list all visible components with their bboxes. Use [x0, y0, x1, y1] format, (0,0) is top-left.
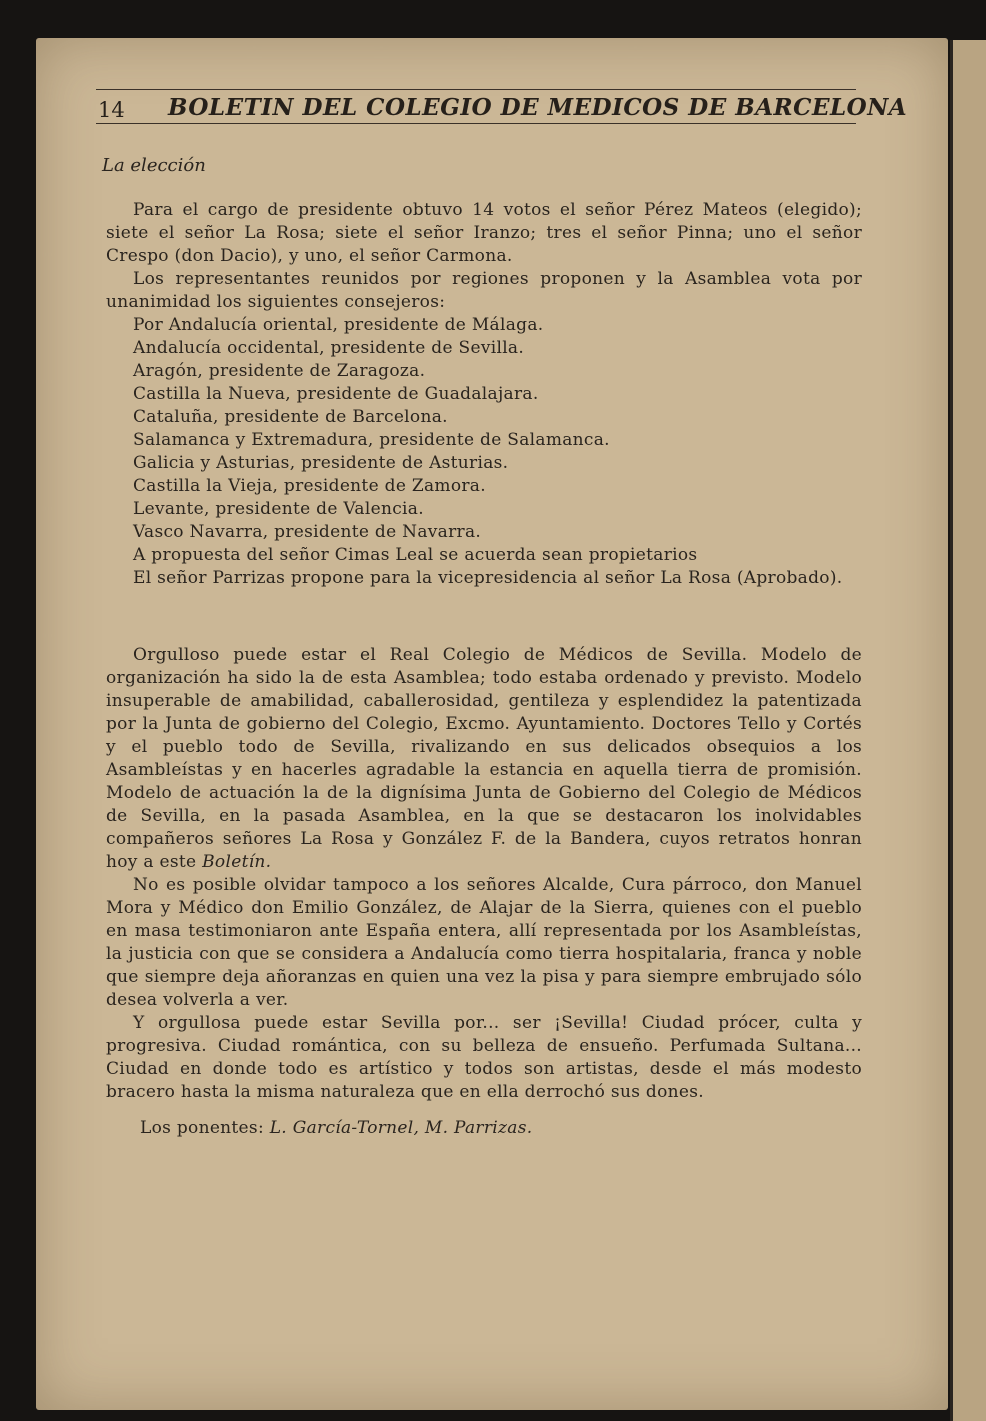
adjacent-page-edge — [950, 40, 986, 1421]
running-header-title: BOLETIN DEL COLEGIO DE MEDICOS DE BARCELONA — [168, 94, 908, 121]
vice-presidency-paragraph: El señor Parrizas propone para la vicepresidencia al señor La Rosa (Aprobado). — [133, 568, 843, 588]
seville-praise-text: Orgulloso puede estar el Real Colegio de Médicos de Sevilla. Modelo de organización ha sido la de esta Asamblea; todo estaba ordenado y previsto. Modelo insuperable de amabilidad, caballerosidad, gentileza y esplendidez la patentizada por la Junta de gobierno del Colegio, Excmo. Ayuntamiento. Doctores Tello y Cortés y el pueblo todo de Sevilla, rivalizando en sus delicados obsequios a los Asambleístas y en hacerles agradable la estancia en aquella tierra de promisión. Modelo de actuación la de la dignísima Junta de Gobierno del Colegio de Médicos de Sevilla, en la pasada Asamblea, en la que se destacaron los inolvidables compañeros señores La Rosa y González F. de la Bandera, cuyos retratos honran hoy a este — [106, 645, 862, 872]
signature-names: L. García-Tornel, M. Parrizas. — [269, 1118, 533, 1138]
section-title: La elección — [102, 155, 206, 176]
councillor-item: Castilla la Vieja, presidente de Zamora. — [133, 476, 486, 496]
commentary-block — [106, 644, 862, 1104]
alajar-paragraph: No es posible olvidar tampoco a los señores Alcalde, Cura párroco, don Manuel Mora y Médico don Emilio González, de Alajar de la Sierra, quienes con el pueblo en masa testimoniaron ante España entera, allí representada por los Asambleístas, la justicia con que se considera a Andalucía como tierra hospitalaria, franca y noble que siempre deja añoranzas en quien una vez la pisa y para siempre embrujado sólo desea volverla a ver. — [106, 875, 862, 1010]
page-number: 14 — [98, 98, 125, 122]
regional-representatives-paragraph: Los representantes reunidos por regiones proponen y la Asamblea vota por unanimidad los siguientes consejeros: — [106, 269, 862, 312]
header-rule-top — [96, 89, 856, 90]
councillor-item: Aragón, presidente de Zaragoza. — [133, 361, 426, 381]
councillor-item: Galicia y Asturias, presidente de Asturias. — [133, 453, 509, 473]
councillor-item: A propuesta del señor Cimas Leal se acuerda sean propietarios — [133, 545, 698, 565]
boletin-italic: Boletín. — [202, 852, 272, 872]
election-votes-paragraph: Para el cargo de presidente obtuvo 14 votos el señor Pérez Mateos (elegido); siete el señor La Rosa; siete el señor Iranzo; tres el señor Pinna; uno el señor Crespo (don Dacio), y uno, el señor Carmona. — [106, 200, 862, 266]
councillor-item: Cataluña, presidente de Barcelona. — [133, 407, 448, 427]
councillor-item: Levante, presidente de Valencia. — [133, 499, 424, 519]
councillor-item: Andalucía occidental, presidente de Sevilla. — [133, 338, 525, 358]
councillor-item: Salamanca y Extremadura, presidente de Salamanca. — [133, 430, 610, 450]
councillor-item: Vasco Navarra, presidente de Navarra. — [133, 522, 482, 542]
seville-praise-paragraph — [106, 644, 862, 874]
sevilla-closing-paragraph: Y orgullosa puede estar Sevilla por... ser ¡Sevilla! Ciudad prócer, culta y progresiva. Ciudad romántica, con su belleza de ensueño. Perfumada Sultana... Ciudad en donde todo es artístico y todos son artistas, desde el más modesto bracero hasta la misma naturaleza que en ella derrochó sus dones. — [106, 1013, 862, 1102]
election-results-block — [106, 199, 862, 590]
signature-line — [140, 1118, 532, 1138]
signature-label: Los ponentes: — [140, 1118, 264, 1138]
councillor-item: Castilla la Nueva, presidente de Guadalajara. — [133, 384, 539, 404]
councillor-item: Por Andalucía oriental, presidente de Málaga. — [133, 315, 544, 335]
header-rule-bottom — [96, 123, 856, 124]
